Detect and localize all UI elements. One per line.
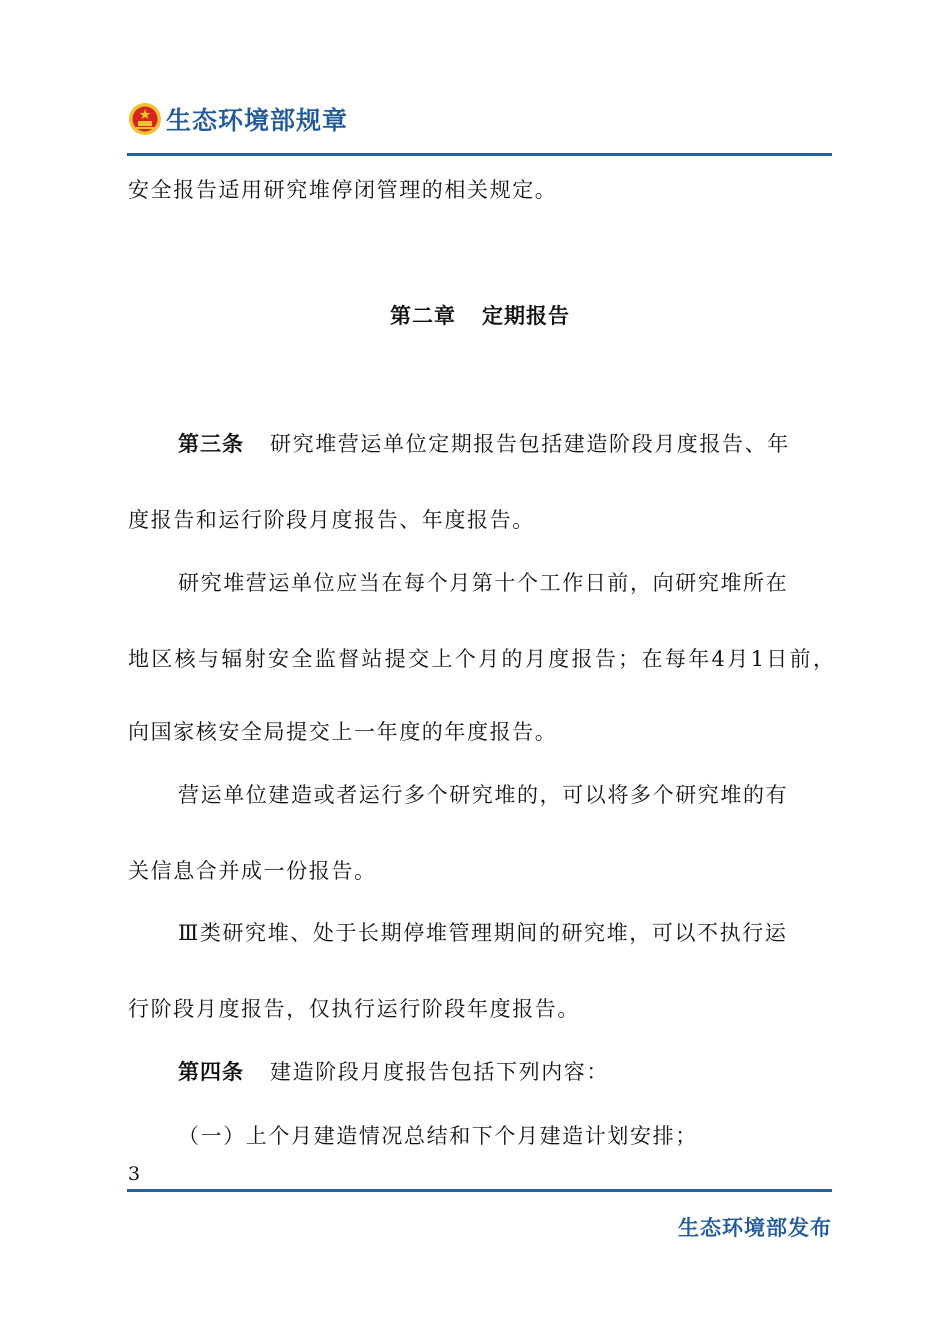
chapter-label: 第二章	[390, 304, 456, 328]
chapter-heading	[0, 300, 950, 330]
header-divider	[127, 153, 832, 156]
article-4-paragraph	[178, 1056, 609, 1086]
body-line: 营运单位建造或者运行多个研究堆的，可以将多个研究堆的有	[178, 783, 789, 807]
body-line: 度报告和运行阶段月度报告、年度报告。	[128, 508, 535, 532]
article-4-text: 建造阶段月度报告包括下列内容：	[270, 1060, 609, 1084]
body-line: 向国家核安全局提交上一年度的年度报告。	[128, 720, 558, 744]
article-3-text: 研究堆营运单位定期报告包括建造阶段月度报告、年	[270, 432, 790, 456]
body-line: 安全报告适用研究堆停闭管理的相关规定。	[128, 178, 558, 202]
header-title: 生态环境部规章	[166, 106, 349, 135]
article-4-label: 第四条	[178, 1060, 244, 1084]
national-emblem-icon	[128, 102, 162, 136]
footer-publisher: 生态环境部发布	[678, 1216, 832, 1240]
footer-divider	[127, 1189, 832, 1192]
body-line: 关信息合并成一份报告。	[128, 859, 377, 883]
article-3-paragraph	[178, 428, 790, 458]
article-3-label: 第三条	[178, 432, 244, 456]
body-line: 地区核与辐射安全监督站提交上个月的月度报告；在每年4月1日前，	[128, 647, 834, 671]
body-line: Ⅲ类研究堆、处于长期停堆管理期间的研究堆，可以不执行运	[178, 921, 788, 945]
body-line: 行阶段月度报告，仅执行运行阶段年度报告。	[128, 997, 580, 1021]
document-header	[128, 96, 348, 142]
body-line: （一）上个月建造情况总结和下个月建造计划安排；	[178, 1124, 698, 1148]
chapter-title: 定期报告	[482, 304, 570, 328]
page-number: 3	[128, 1163, 141, 1185]
body-line: 研究堆营运单位应当在每个月第十个工作日前，向研究堆所在	[178, 571, 789, 595]
